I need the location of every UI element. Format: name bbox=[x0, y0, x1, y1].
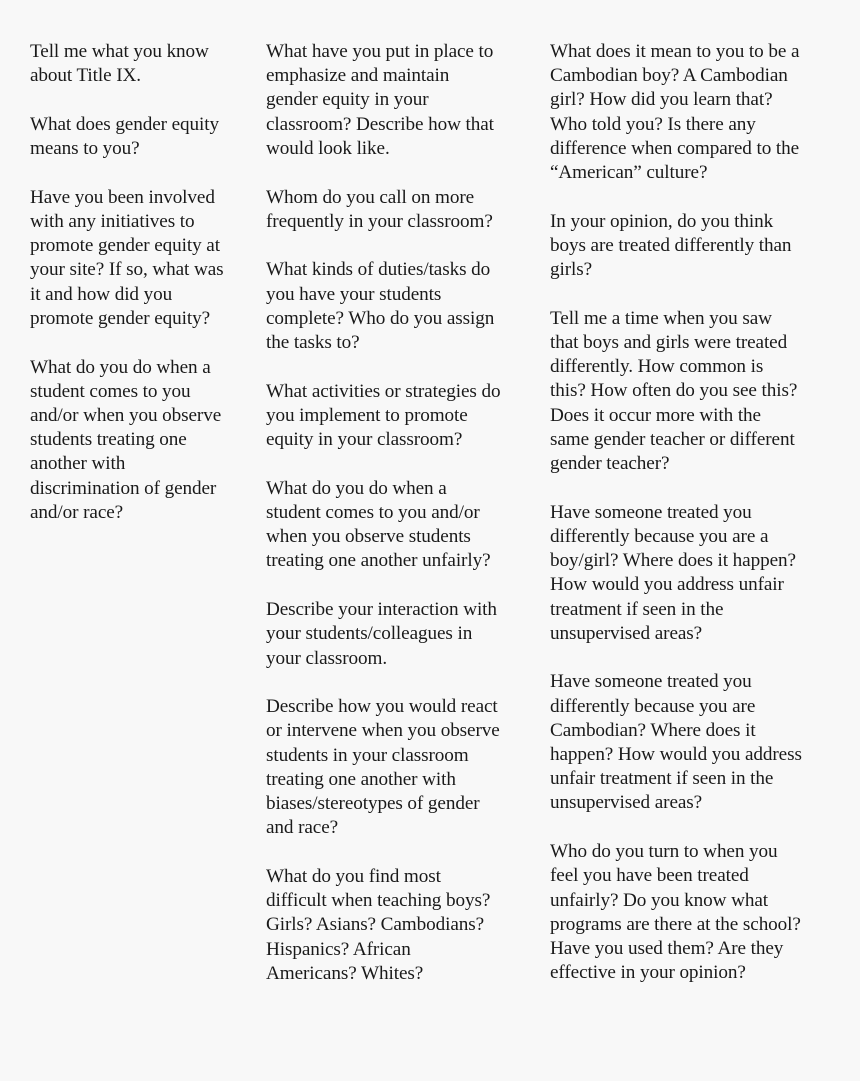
question-gender-equity-meaning: What does gender equity means to you? bbox=[30, 113, 219, 160]
question-discrimination-response: What do you do when a student comes to you and/or when you observe students treating one another with discrimination of gender and/or race? bbox=[30, 356, 222, 523]
question-support-programs: Who do you turn to when you feel you have been treated unfairly? Do you know what programs are there at the school? Have you used them? Are they effective in your opinion? bbox=[550, 841, 801, 984]
question-column-2 bbox=[266, 40, 542, 1011]
question-call-on-frequency: Whom do you call on more frequently in your classroom? bbox=[266, 186, 493, 232]
question-column-3 bbox=[550, 40, 850, 1010]
question-column-1 bbox=[30, 40, 258, 549]
question-title-ix: Tell me what you know about Title IX. bbox=[30, 41, 209, 87]
question-duties-tasks: What kinds of duties/tasks do you have your students complete? Who do you assign the tasks to? bbox=[266, 259, 495, 354]
question-unfair-treatment-response: What do you do when a student comes to you and/or when you observe students treating one another unfairly? bbox=[266, 477, 491, 572]
question-boys-girls-treated: In your opinion, do you think boys are treated differently than girls? bbox=[550, 210, 792, 281]
question-classroom-equity-measures: What have you put in place to emphasize and maintain gender equity in your classroom? Describe how that would look like. bbox=[266, 41, 494, 159]
question-interaction: Describe your interaction with your students/colleagues in your classroom. bbox=[266, 599, 497, 669]
question-treated-gender: Have someone treated you differently because you are a boy/girl? Where does it happen? How would you address unfair treatment if seen in the unsupervised areas? bbox=[550, 501, 796, 644]
question-teaching-difficulty: What do you find most difficult when teaching boys? Girls? Asians? Cambodians? Hispanics? African Americans? Whites? bbox=[266, 865, 491, 984]
question-activities-strategies: What activities or strategies do you implement to promote equity in your classroom? bbox=[266, 380, 501, 451]
question-witnessed-difference: Tell me a time when you saw that boys and girls were treated differently. How common is this? How often do you see this? Does it occur more with the same gender teacher or different gender teacher? bbox=[550, 307, 798, 475]
question-treated-cambodian: Have someone treated you differently because you are Cambodian? Where does it happen? How would you address unfair treatment if seen in the unsupervised areas? bbox=[550, 671, 802, 814]
question-cambodian-identity: What does it mean to you to be a Cambodian boy? A Cambodian girl? How did you learn that? Who told you? Is there any difference when compared to the “American” culture? bbox=[550, 41, 800, 184]
question-initiatives: Have you been involved with any initiatives to promote gender equity at your site? If so, what was it and how did you promote gender equity? bbox=[30, 186, 224, 329]
question-intervention: Describe how you would react or intervene when you observe students in your classroom treating one another with biases/stereotypes of gender and race? bbox=[266, 696, 500, 839]
